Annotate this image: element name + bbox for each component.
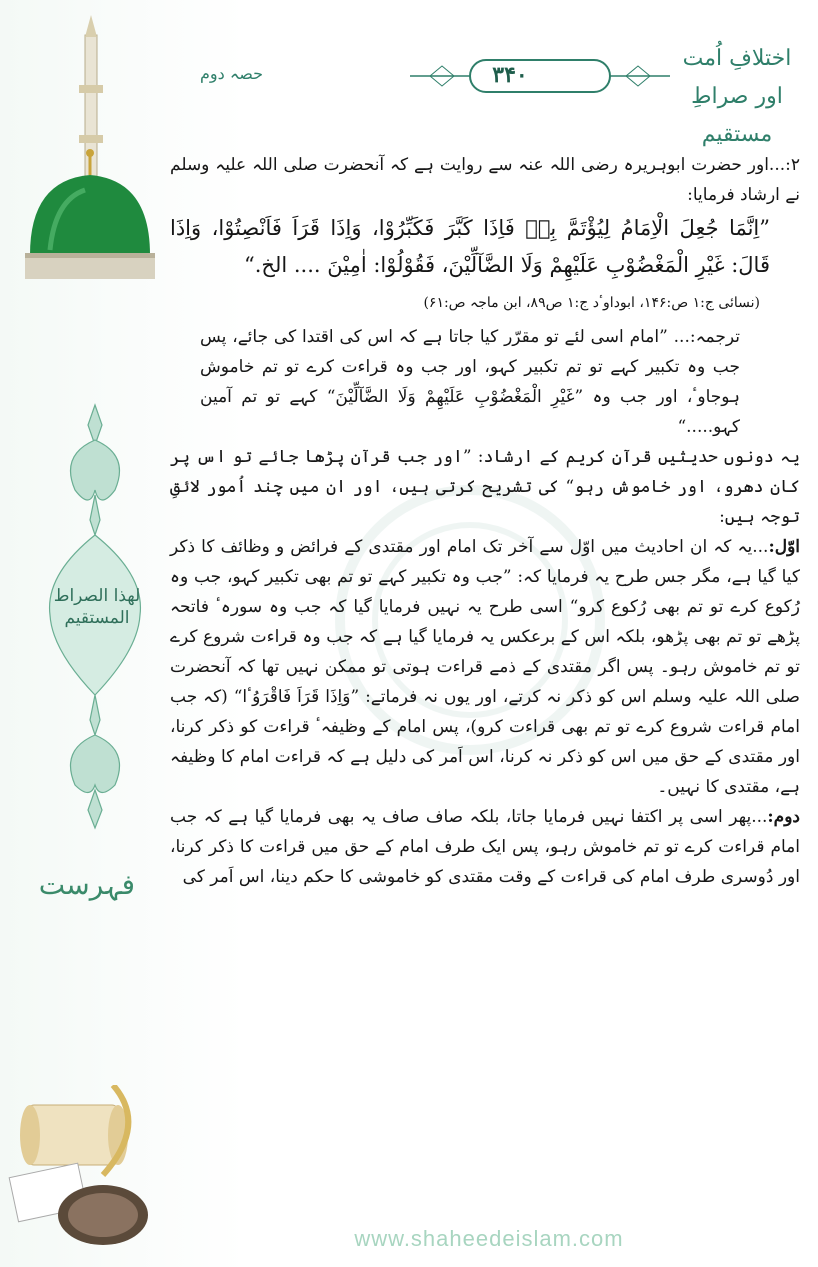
point-second-text: ...پھر اسی پر اکتفا نہیں فرمایا جاتا، بلکہ صاف صاف یہ بھی فرمایا گیا ہے کہ جب امام قراءت کرے تو تم خاموش رہو، پس ایک طرف امام کے حق میں قراءت کا ذکر کرنا، اور دُوسری طرف امام کی قراءت کے وقت مقتدی کو خاموشی کا حکم دینا، اس اَمر کی <box>170 807 800 887</box>
index-link[interactable]: فہرست <box>38 868 135 901</box>
book-title-line-2: اور صراطِ مستقیم <box>691 84 783 147</box>
point-second <box>170 802 800 892</box>
point-first-text: ...یہ کہ ان احادیث میں اوّل سے آخر تک امام اور مقتدی کے فرائض و وظائف کا ذکر کیا گیا ہے، مگر جس طرح یہ فرمایا کہ: ”جب وہ تکبیر کہے تو تم بھی تکبیر کہو، جب وہ رُکوع کرے تو تم بھی رُکوع کرو“ اسی طرح یہ نہیں فرمایا گیا کہ جب وہ سورہٴ فاتحہ پڑھے تو تم بھی پڑھو، بلکہ اس کے برعکس یہ فرمایا گیا ہے کہ جب وہ قراءت شروع کرے تو تم خاموش رہو۔ پس اگر مقتدی کے ذمے قراءت ہوتی تو ممکن نہیں تھا کہ آنحضرت صلی اللہ علیہ وسلم اس کو ذکر نہ کرتے، اور یوں نہ فرماتے: ”وَاِذَا قَرَاَ فَاقْرَوُٴا“ (کہ جب امام قراءت شروع کرے تو تم بھی قراءت کرو)، پس امام کے وظیفہٴ قراءت کو ذکر کرنا، اور مقتدی کے حق میں اس کو ذکر نہ کرنا، اس اَمر کی دلیل ہے کہ قراءت امام کا وظیفہ ہے، مقتدی کا نہیں۔ <box>170 537 800 797</box>
book-title-line-1: اختلافِ اُمت <box>682 46 792 71</box>
website-url[interactable]: www.shaheedeislam.com <box>354 1226 624 1251</box>
paragraph-commentary: یہ دونوں حدیثیں قرآنِ کریم کے ارشاد: ”اور جب قرآن پڑھا جائے تو اس پر کان دھرو، اور خاموش رہو“ کی تشریح کرتی ہیں، اور ان میں چند اُمور لائقِ توجہ ہیں: <box>170 447 800 527</box>
page-header <box>160 40 810 150</box>
paragraph-hadith-intro: ۲:...اور حضرت ابوہریرہ رضی اللہ عنہ سے روایت ہے کہ آنحضرت صلی اللہ علیہ وسلم نے ارشاد فرمایا: <box>170 155 800 205</box>
translation-paragraph: ترجمہ:... ”امام اسی لئے تو مقرّر کیا جاتا ہے کہ اس کی اقتدا کی جائے، پس جب وہ تکبیر کہے تو تم تکبیر کہو، اور جب وہ قراءت کرے تو تم خاموش ہوجاوٴ، اور جب وہ ”غَيْرِ الْمَغْضُوْبِ عَلَيْهِمْ وَلَا الضَّآلِّيْنَ“ کہے تو تم آمین کہو.....“ <box>200 327 740 437</box>
hadith-reference: (نسائی ج:۱ ص:۱۴۶، ابوداوٴد ج:۱ ص۸۹، ابن ماجہ ص:۶۱) <box>423 295 760 311</box>
point-first <box>170 532 800 802</box>
point-second-label: دوم: <box>767 807 800 827</box>
book-title <box>672 40 802 154</box>
sidebar-calligraphy-title: لھذا الصراط المستقیم <box>53 586 141 628</box>
page-content <box>170 150 800 892</box>
decorative-sidebar <box>0 0 160 1267</box>
page-number: ۳۴۰ <box>492 62 528 88</box>
point-first-label: اوّل: <box>768 537 800 557</box>
part-label: حصہ دوم <box>200 64 263 83</box>
mosque-dome-minaret-illustration <box>15 15 160 285</box>
quill-scroll-illustration <box>8 1085 158 1250</box>
arabic-hadith-text: ”اِنَّمَا جُعِلَ الْاِمَامُ لِيُؤْتَمَّ بِهٖ فَاِذَا كَبَّرَ فَكَبِّرُوْا، وَاِذَا قَرَاَ فَاَنْصِتُوْا، وَاِذَا قَالَ: غَيْرِ الْمَغْضُوْبِ عَلَيْهِمْ وَلَا الضَّآلِّيْنَ، فَقُوْلُوْا: اٰمِيْنَ .... الخ.“ <box>170 216 770 277</box>
